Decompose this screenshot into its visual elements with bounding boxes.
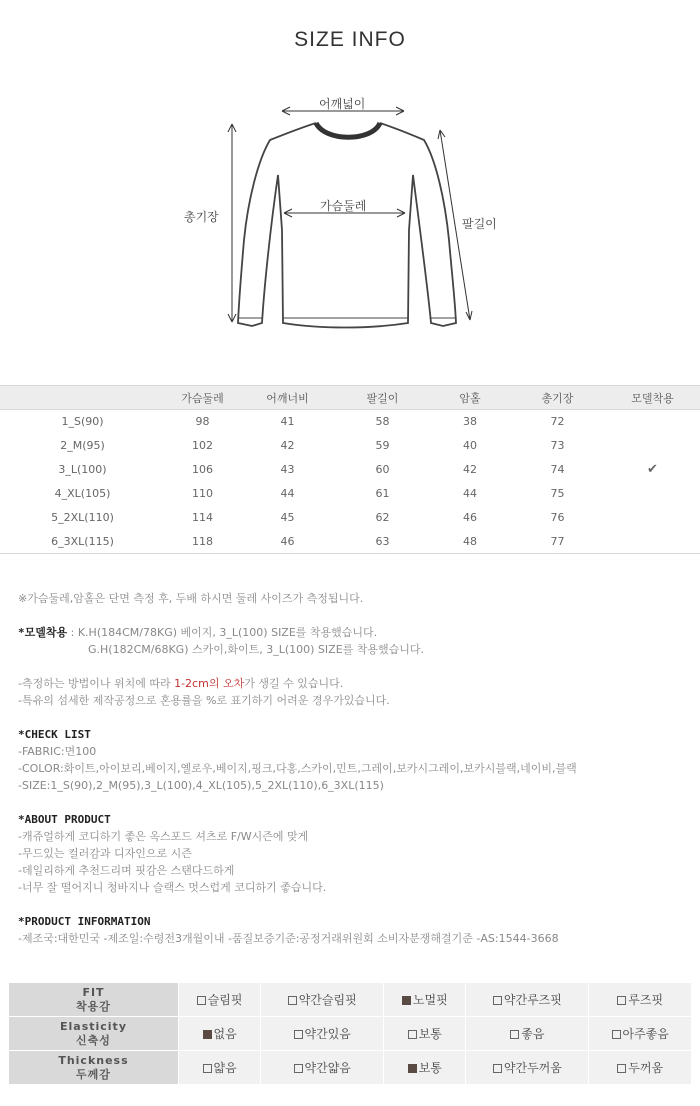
unchecked-box-icon (408, 1030, 417, 1039)
about-line-4: -너무 잘 떨어지니 청바지나 슬랙스 멋스럽게 코디하기 좋습니다. (18, 881, 327, 894)
size-cell: 5_2XL(110) (51, 511, 114, 524)
fit-label-ko: 착용감 (76, 999, 111, 1013)
header-chest: 가슴둘레 (165, 386, 240, 410)
length-cell: 76 (550, 511, 565, 524)
sleeve-cell: 62 (375, 511, 390, 524)
unchecked-box-icon (203, 1064, 212, 1073)
about-line-2: -무드있는 컬러감과 디자인으로 시즌 (18, 847, 192, 860)
table-row (0, 482, 700, 506)
fit-option (589, 1017, 692, 1051)
fit-option-label: 루즈핏 (628, 993, 664, 1007)
size-cell: 6_3XL(115) (0, 530, 165, 554)
checked-box-icon (408, 1064, 417, 1073)
unchecked-box-icon (510, 1030, 519, 1039)
size-line: -SIZE:1_S(90),2_M(95),3_L(100),4_XL(105),5_2XL(110),6_3XL(115) (18, 779, 384, 792)
checked-box-icon (203, 1030, 212, 1039)
fit-option-label: 얇음 (213, 1061, 237, 1075)
model-title: *모델착용 (18, 626, 68, 639)
fit-row (9, 983, 692, 1017)
table-row (0, 458, 700, 482)
fit-label-ko: 신축성 (76, 1033, 111, 1047)
chest-label: 가슴둘레 (320, 199, 367, 213)
checkmark-icon: ✔ (647, 462, 658, 477)
length-cell: 75 (550, 487, 565, 500)
shoulder-cell: 43 (280, 463, 295, 476)
size-table (0, 385, 700, 554)
fit-option (179, 1051, 261, 1085)
fit-row (9, 1051, 692, 1085)
model-cell (605, 410, 700, 434)
color-line: -COLOR:화이트,아이보리,베이지,옐로우,베이지,핑크,다홍,스카이,민트,그레이,보카시그레이,보카시블랙,네이비,블랙 (18, 762, 577, 775)
size-cell: 2_M(95) (60, 439, 105, 452)
checked-box-icon (402, 996, 411, 1005)
about-title: *ABOUT PRODUCT (18, 813, 111, 826)
armhole-cell: 46 (463, 511, 477, 524)
fit-option (589, 983, 692, 1017)
measure-note: ※가슴둘레,암홀은 단면 측정 후, 두배 하시면 둘레 사이즈가 측정됩니다. (18, 592, 364, 605)
length-label: 총기장 (184, 210, 219, 224)
info-title: *PRODUCT INFORMATION (18, 915, 151, 928)
size-table-header (0, 386, 700, 410)
table-row (0, 506, 700, 530)
fit-row-label (9, 1017, 179, 1051)
armhole-cell: 42 (463, 463, 477, 476)
check-list-title: *CHECK LIST (18, 728, 91, 741)
about-line-3: -데일리하게 추천드리며 핏감은 스탠다드하게 (18, 864, 235, 877)
chest-cell: 106 (192, 463, 213, 476)
fit-row-label (9, 1051, 179, 1085)
process-note: -특유의 섬세한 제작공정으로 혼용률을 %로 표기하기 어려운 경우가있습니다. (18, 694, 390, 707)
fit-option-label: 아주좋음 (622, 1027, 669, 1041)
fit-option-label: 약간두꺼움 (503, 1061, 562, 1075)
table-row (0, 530, 700, 554)
fit-option (261, 1051, 384, 1085)
chest-cell: 114 (192, 511, 213, 524)
fit-option (261, 1017, 384, 1051)
fit-option (384, 1017, 466, 1051)
sleeve-label: 팔길이 (462, 217, 497, 231)
model-cell (605, 506, 700, 530)
sleeve-cell: 63 (335, 530, 430, 554)
fit-option (384, 983, 466, 1017)
garment-diagram (0, 80, 700, 350)
header-length: 총기장 (510, 386, 605, 410)
sleeve-cell: 60 (375, 463, 390, 476)
fit-label-en: FIT (82, 985, 105, 999)
fit-option-label: 슬림핏 (207, 993, 243, 1007)
tshirt-outline-icon (0, 80, 700, 350)
fit-option-label: 보통 (418, 1027, 442, 1041)
fit-option-label: 두꺼움 (628, 1061, 664, 1075)
armhole-cell: 44 (463, 487, 477, 500)
table-row (0, 410, 700, 434)
unchecked-box-icon (197, 996, 206, 1005)
length-cell: 74 (550, 463, 565, 476)
sleeve-cell: 58 (375, 415, 390, 429)
page-title: SIZE INFO (294, 28, 406, 51)
header-sleeve: 팔길이 (335, 386, 430, 410)
fit-option (589, 1051, 692, 1085)
sleeve-cell: 61 (375, 487, 390, 500)
fit-option (466, 1051, 589, 1085)
fit-option-label: 좋음 (521, 1027, 545, 1041)
model-line-1: *모델착용 : K.H(184CM/78KG) 베이지, 3_L(100) SIZE를 착용했습니다. (18, 626, 378, 639)
fit-option (466, 983, 589, 1017)
unchecked-box-icon (294, 1064, 303, 1073)
fit-option (179, 1017, 261, 1051)
fit-option (179, 983, 261, 1017)
about-line-1: -캐쥬얼하게 코디하기 좋은 옥스포드 셔츠로 F/W시즌에 맞게 (18, 830, 309, 843)
fit-option-label: 보통 (418, 1061, 442, 1075)
info-line: -제조국:대한민국 -제조일:수령전3개월이내 -품질보증기준:공정거래위원회 소비자분쟁해결기준 -AS:1544-3668 (18, 932, 559, 945)
shoulder-cell: 45 (280, 511, 295, 524)
model-line-2: G.H(182CM/68KG) 스카이,화이트, 3_L(100) SIZE를 착용했습니다. (88, 643, 425, 656)
armhole-cell: 48 (430, 530, 510, 554)
unchecked-box-icon (612, 1030, 621, 1039)
model-cell (605, 530, 700, 554)
fit-option-label: 약간루즈핏 (503, 993, 562, 1007)
fit-option (261, 983, 384, 1017)
fit-option-label: 약간슬림핏 (298, 993, 357, 1007)
size-cell: 1_S(90) (61, 415, 104, 429)
shoulder-cell: 46 (240, 530, 335, 554)
fit-option-label: 약간있음 (304, 1027, 351, 1041)
header-model: 모델착용 (605, 386, 700, 410)
header-size (0, 386, 165, 410)
model-cell (605, 434, 700, 458)
fit-option (384, 1051, 466, 1085)
fit-label-ko: 두께감 (76, 1067, 111, 1081)
armhole-cell: 40 (463, 439, 477, 452)
length-cell: 77 (510, 530, 605, 554)
size-cell: 4_XL(105) (54, 487, 111, 500)
chest-cell: 118 (165, 530, 240, 554)
size-cell: 3_L(100) (58, 463, 107, 476)
fit-label-en: Elasticity (59, 1019, 127, 1033)
fabric-line: -FABRIC:면100 (18, 745, 97, 758)
shoulder-label: 어깨넓이 (319, 97, 366, 111)
header-armhole: 암홀 (430, 386, 510, 410)
fit-table (8, 982, 692, 1085)
error-note: -측정하는 방법이나 위치에 따라 1-2cm의 오차가 생길 수 있습니다. (18, 677, 344, 690)
length-cell: 72 (550, 415, 565, 429)
unchecked-box-icon (294, 1030, 303, 1039)
fit-row (9, 1017, 692, 1051)
unchecked-box-icon (288, 996, 297, 1005)
shoulder-cell: 44 (280, 487, 295, 500)
header-shoulder: 어깨너비 (240, 386, 335, 410)
sleeve-cell: 59 (375, 439, 390, 452)
fit-row-label (9, 983, 179, 1017)
unchecked-box-icon (617, 996, 626, 1005)
table-row (0, 434, 700, 458)
unchecked-box-icon (617, 1064, 626, 1073)
shoulder-cell: 42 (280, 439, 295, 452)
unchecked-box-icon (493, 996, 502, 1005)
fit-option (466, 1017, 589, 1051)
unchecked-box-icon (493, 1064, 502, 1073)
fit-option-label: 노멀핏 (412, 993, 448, 1007)
fit-option-label: 약간얇음 (304, 1061, 351, 1075)
fit-label-en: Thickness (58, 1053, 129, 1067)
shoulder-cell: 41 (280, 415, 295, 429)
chest-cell: 98 (195, 415, 210, 429)
fit-option-label: 없음 (213, 1027, 237, 1041)
armhole-cell: 38 (463, 415, 477, 429)
product-notes (18, 590, 688, 947)
model-cell (605, 482, 700, 506)
chest-cell: 102 (192, 439, 213, 452)
length-cell: 73 (550, 439, 565, 452)
chest-cell: 110 (192, 487, 213, 500)
